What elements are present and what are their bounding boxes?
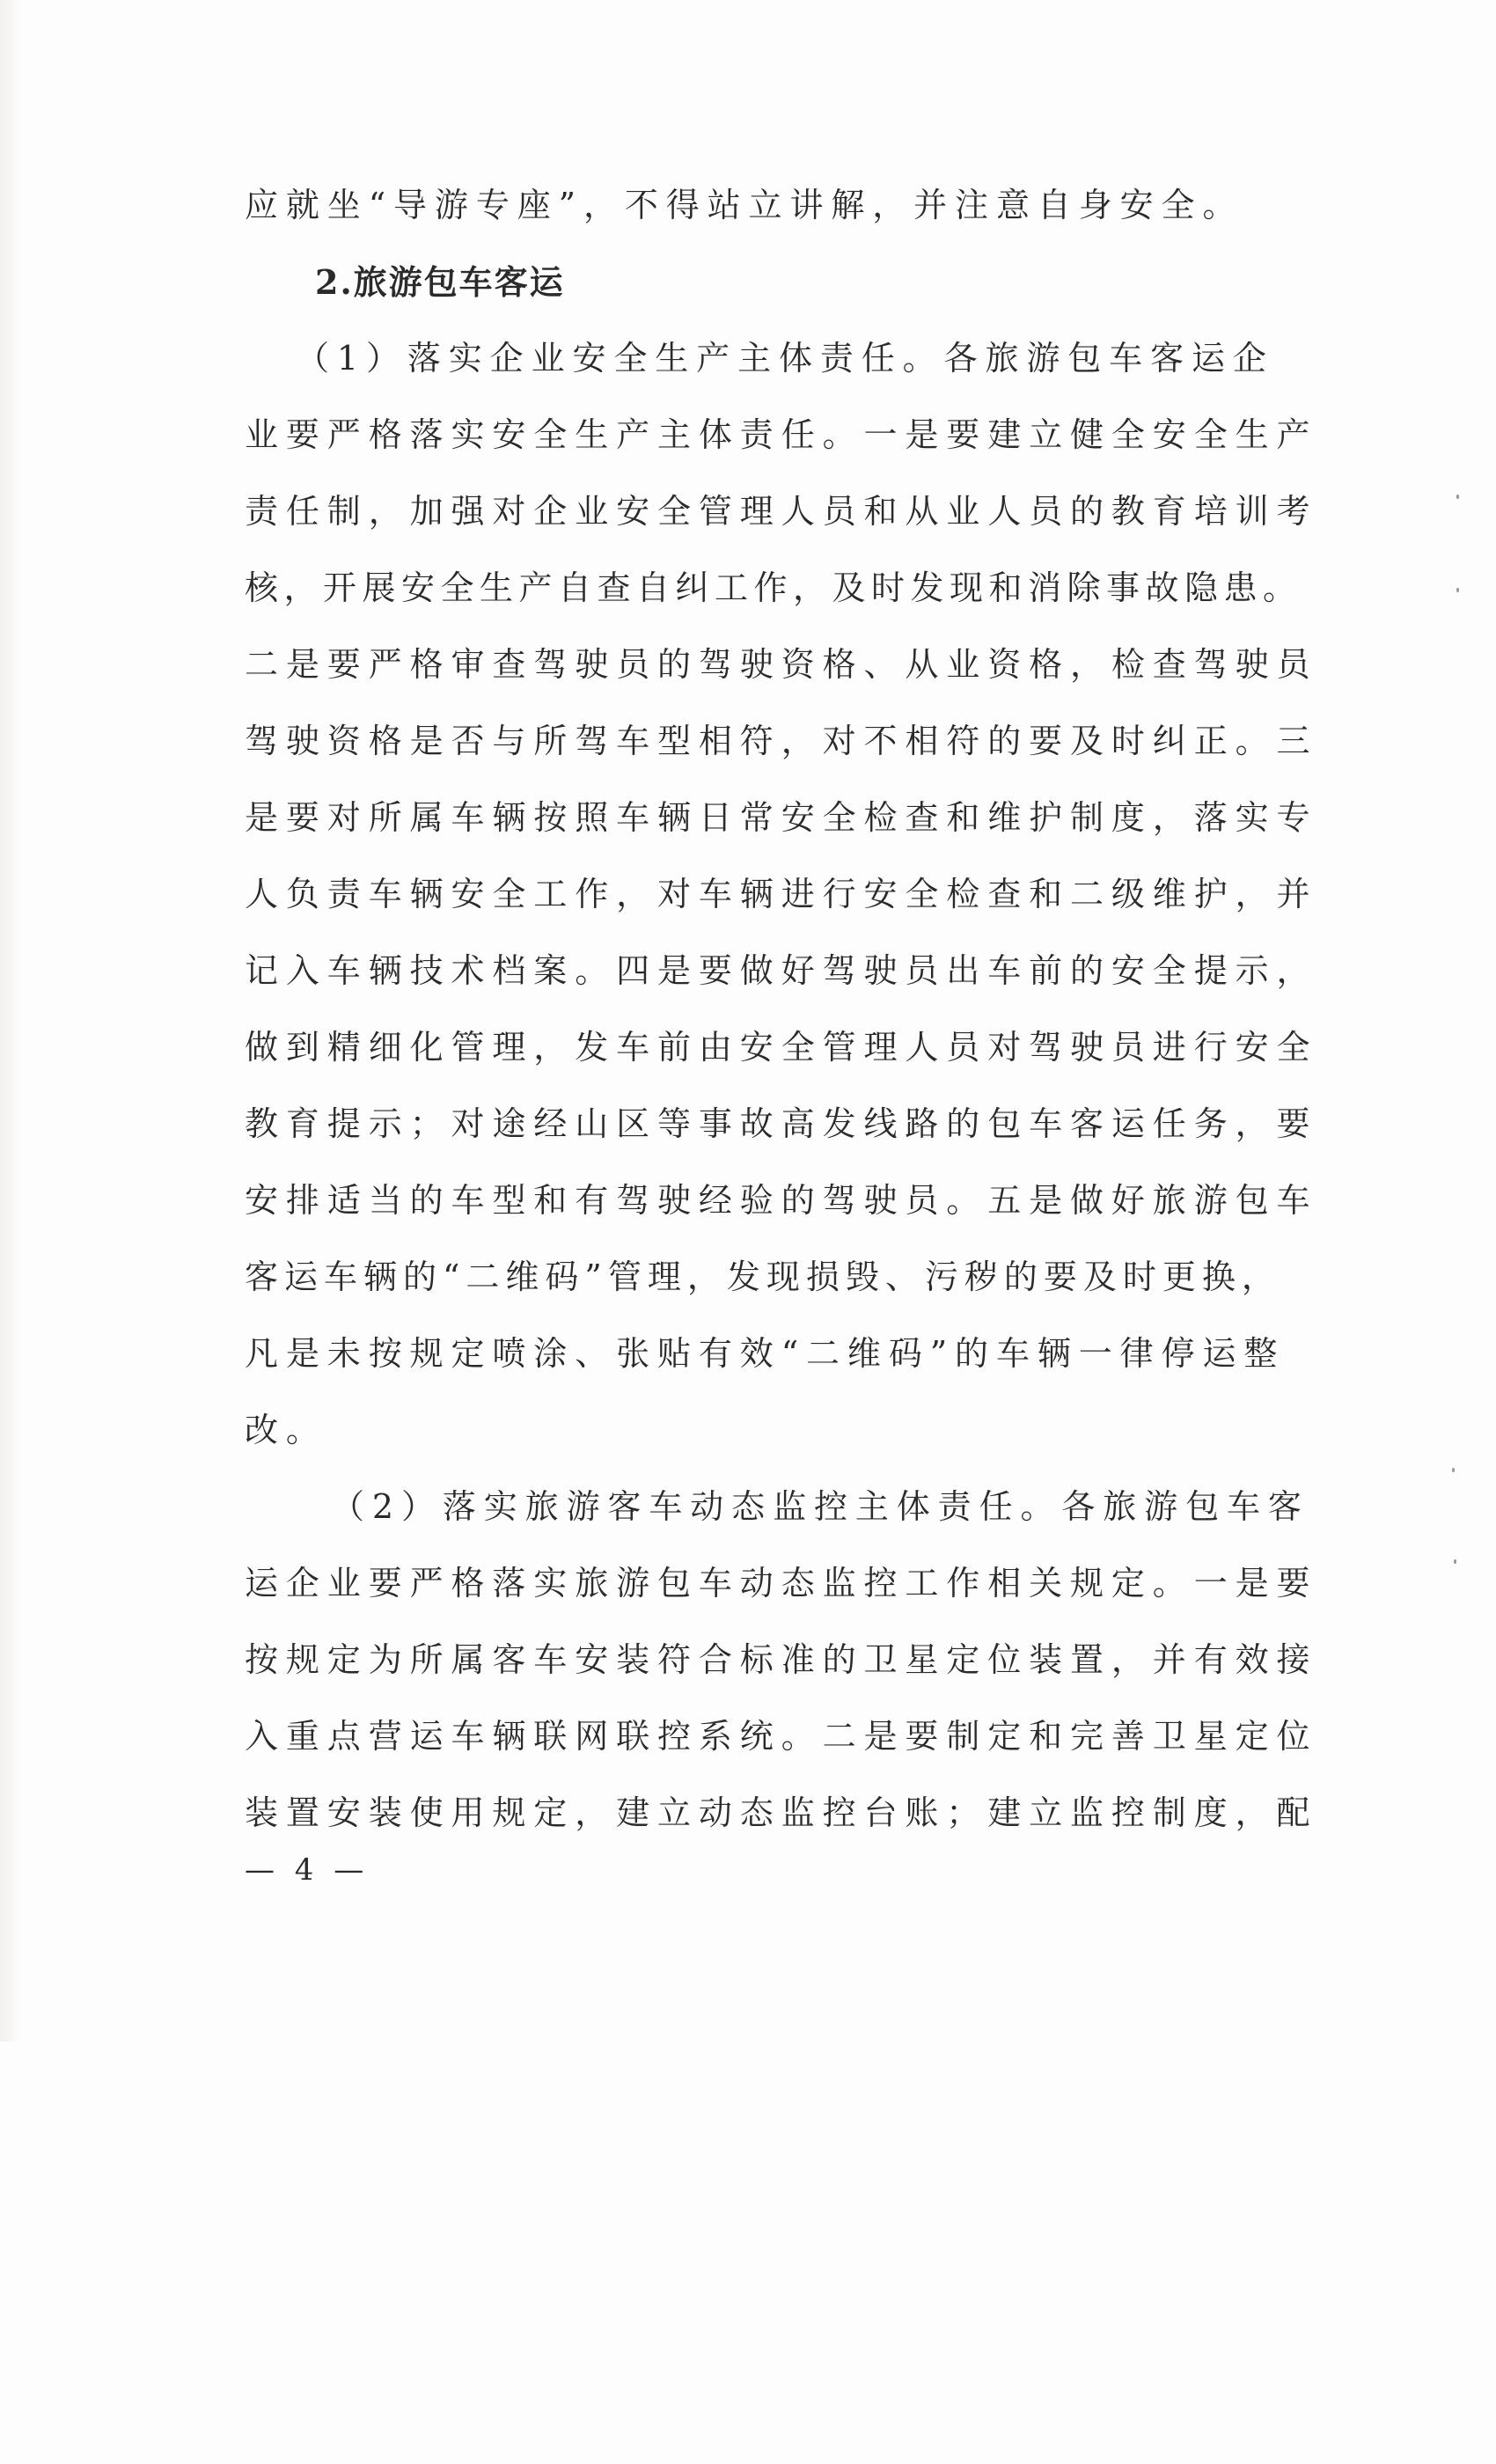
- paragraph-line: 记入车辆技术档案。四是要做好驾驶员出车前的安全提示，: [245, 951, 1318, 990]
- paragraph-line: 是要对所属车辆按照车辆日常安全检查和维护制度，落实专: [245, 798, 1318, 837]
- body-text: [245, 167, 1318, 1852]
- paragraph-line: 教育提示；对途经山区等事故高发线路的包车客运任务，要: [245, 1104, 1318, 1143]
- scan-edge-shadow: [0, 0, 23, 2042]
- scan-speck: [1456, 588, 1459, 592]
- paragraph-line: 驾驶资格是否与所驾车型相符，对不相符的要及时纠正。三: [245, 722, 1318, 760]
- paragraph-line: 按规定为所属客车安装符合标准的卫星定位装置，并有效接: [245, 1640, 1318, 1679]
- paragraph-line: 做到精细化管理，发车前由安全管理人员对驾驶员进行安全: [245, 1028, 1318, 1067]
- paragraph-line: 安排适当的车型和有驾驶经验的驾驶员。五是做好旅游包车: [245, 1181, 1318, 1220]
- paragraph-line: （1）落实企业安全生产主体责任。各旅游包车客运企: [296, 339, 1274, 378]
- page-number: — 4 —: [245, 1852, 370, 1888]
- paragraph-line: （2）落实旅游客车动态监控主体责任。各旅游包车客: [331, 1487, 1309, 1526]
- scan-speck: [1456, 495, 1459, 499]
- paragraph-line: 应就坐“导游专座”，不得站立讲解，并注意自身安全。: [245, 186, 1244, 224]
- paragraph-line: 业要严格落实安全生产主体责任。一是要建立健全安全生产: [245, 415, 1318, 454]
- scan-speck: [1454, 1559, 1456, 1564]
- paragraph-line: 装置安装使用规定，建立动态监控台账；建立监控制度，配: [245, 1793, 1318, 1832]
- paragraph-line: 核，开展安全生产自查自纠工作，及时发现和消除事故隐患。: [245, 568, 1302, 607]
- paragraph-line: 人负责车辆安全工作，对车辆进行安全检查和二级维护，并: [245, 875, 1318, 913]
- paragraph-line: 凡是未按规定喷涂、张贴有效“二维码”的车辆一律停运整: [245, 1334, 1286, 1373]
- paragraph-line: 客运车辆的“二维码”管理，发现损毁、污秽的要及时更换，: [245, 1258, 1281, 1296]
- paragraph-line: 入重点营运车辆联网联控系统。二是要制定和完善卫星定位: [245, 1717, 1318, 1756]
- scan-speck: [1452, 1468, 1455, 1472]
- paragraph-line: 责任制，加强对企业安全管理人员和从业人员的教育培训考: [245, 492, 1318, 531]
- paragraph-line: 二是要严格审查驾驶员的驾驶资格、从业资格，检查驾驶员: [245, 645, 1318, 684]
- section-heading: 2.旅游包车客运: [315, 262, 565, 302]
- paragraph-line: 改。: [245, 1411, 327, 1449]
- paragraph-line: 运企业要严格落实旅游包车动态监控工作相关规定。一是要: [245, 1564, 1318, 1602]
